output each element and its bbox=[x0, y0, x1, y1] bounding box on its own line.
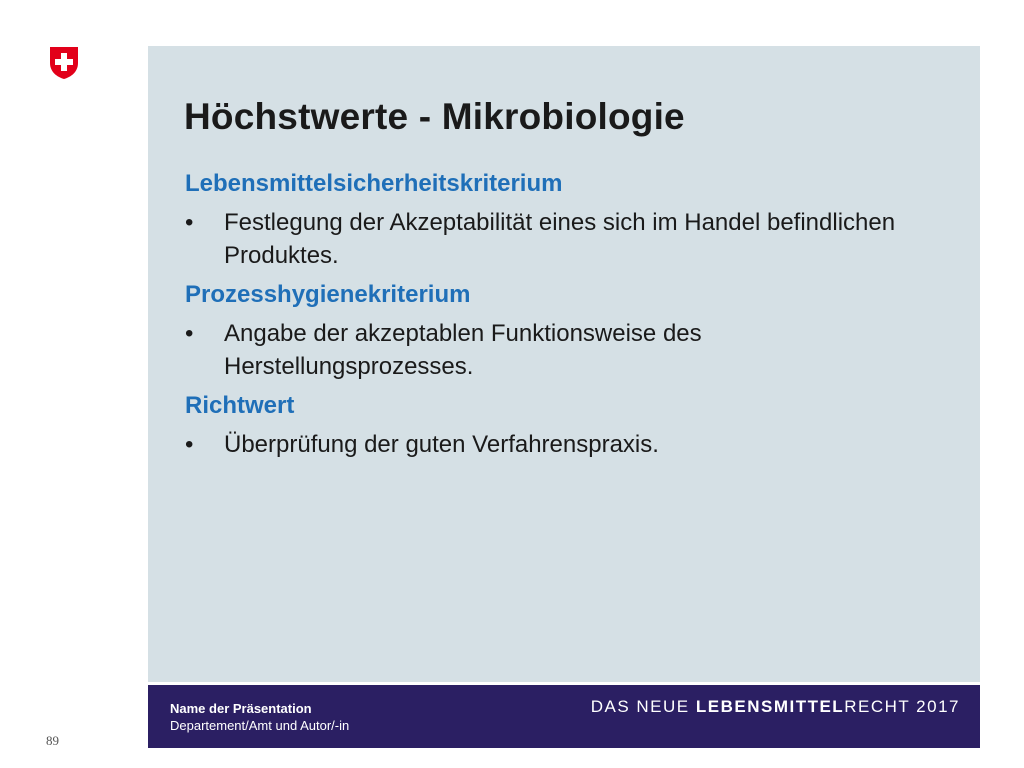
bullet-item bbox=[185, 317, 945, 383]
bullet-item bbox=[185, 206, 945, 272]
section-heading-food-safety: Lebensmittelsicherheitskriterium bbox=[185, 170, 563, 197]
presentation-name: Name der Präsentation bbox=[170, 701, 312, 716]
footer-info bbox=[170, 700, 349, 734]
brand-wordmark bbox=[591, 697, 960, 717]
slide-title: Höchstwerte - Mikrobiologie bbox=[184, 96, 685, 137]
brand-suffix: RECHT 2017 bbox=[844, 697, 960, 716]
bullet-text: Angabe der akzeptablen Funktionsweise des Herstellungsprozesses. bbox=[224, 320, 702, 380]
bullet-item bbox=[185, 428, 945, 461]
section-heading-guideline-value: Richtwert bbox=[185, 392, 295, 419]
slide-body bbox=[185, 167, 945, 467]
bullet-icon: • bbox=[185, 209, 194, 236]
content-panel bbox=[148, 46, 980, 682]
bullet-icon: • bbox=[185, 320, 194, 347]
bullet-text: Festlegung der Akzeptabilität eines sich im Handel befindlichen Produktes. bbox=[224, 209, 896, 269]
brand-bold: LEBENSMITTEL bbox=[695, 697, 845, 716]
bullet-icon: • bbox=[185, 431, 194, 458]
footer-bar bbox=[148, 685, 980, 748]
brand-prefix: DAS NEUE bbox=[590, 697, 696, 716]
page-number: 89 bbox=[46, 733, 59, 748]
swiss-coat-of-arms-icon bbox=[48, 45, 80, 81]
section-heading-process-hygiene: Prozesshygienekriterium bbox=[185, 281, 471, 308]
bullet-text: Überprüfung der guten Verfahrenspraxis. bbox=[224, 431, 659, 458]
department-author: Departement/Amt und Autor/-in bbox=[170, 718, 350, 733]
